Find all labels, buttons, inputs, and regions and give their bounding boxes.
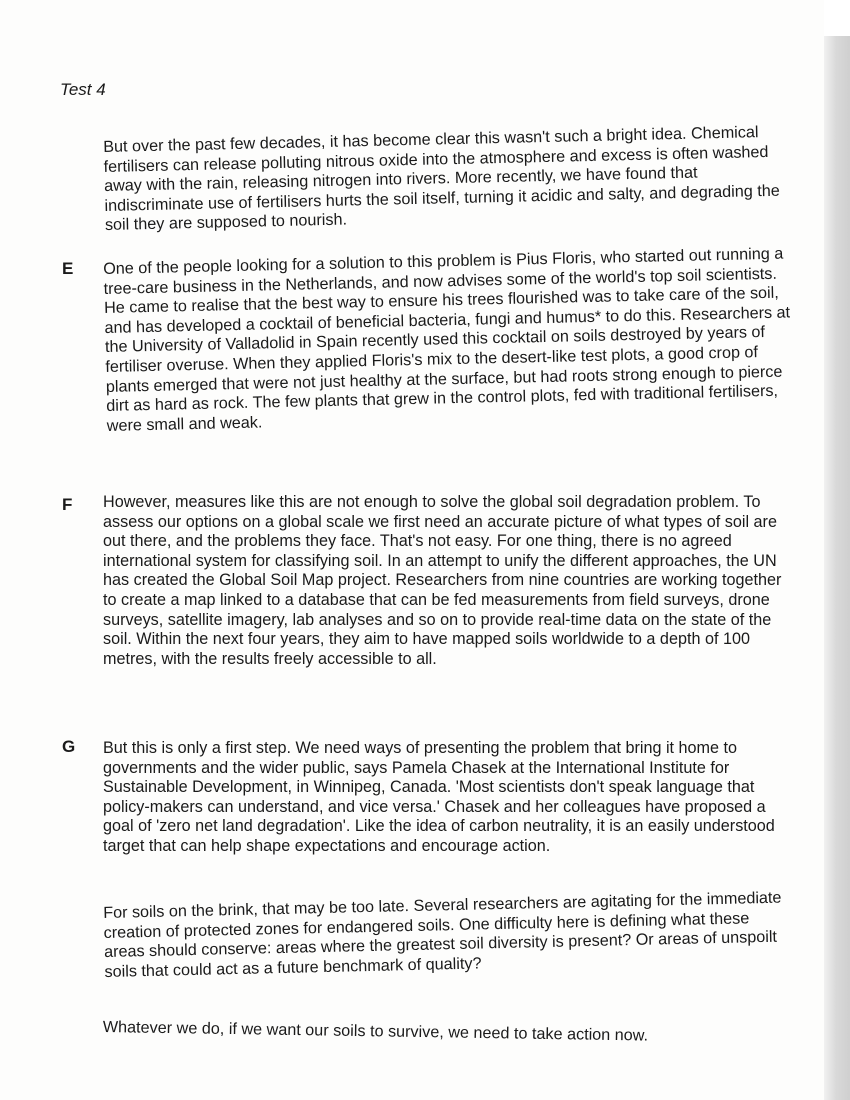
scan-shadow-edge: [824, 36, 850, 1100]
paragraph-closing: Whatever we do, if we want our soils to survive, we need to take action now.: [102, 1018, 649, 1045]
paragraph-e: One of the people looking for a solution to this problem is Pius Floris, who started out running a tree-care business in the Netherlands, and now advises some of the world's top soil scientists. He came to realise that the best way to ensure his trees flourished was to take care of the soil, and has developed a cocktail of beneficial bacteria, fungi and humus* to do this. Researchers at the University of Valladolid in Spain recently used this cocktail on soils destroyed by years of fertiliser overuse. When they applied Floris's mix to the desert-like test plots, a good crop of plants emerged that were not just healthy at the surface, but had roots strong enough to pierce dirt as hard as rock. The few plants that grew in the control plots, fed with traditional fertilisers, were small and weak.: [103, 244, 791, 435]
paragraph-f: However, measures like this are not enough to solve the global soil degradation problem. To assess our options on a global scale we first need an accurate picture of what types of soil are out there, and the problems they face. That's not easy. For one thing, there is no agreed international system for classifying soil. In an attempt to unify the different approaches, the UN has created the Global Soil Map project. Researchers from nine countries are working together to create a map linked to a database that can be fed measurements from field surveys, drone surveys, satellite imagery, lab analyses and so on to provide real-time data on the state of the soil. Within the next four years, they aim to have mapped soils worldwide to a depth of 100 metres, with the results freely accessible to all.: [103, 493, 782, 668]
paragraph-intro: But over the past few decades, it has become clear this wasn't such a bright idea. Chemical fertilisers can release polluting nitrous oxide into the atmosphere and excess is often washed away with the rain, releasing nitrogen into rivers. More recently, we have found that indiscriminate use of fertilisers hurts the soil itself, turning it acidic and salty, and degrading the soil they are supposed to nourish.: [103, 123, 780, 235]
section-label-g: G: [62, 737, 76, 756]
scan-edge-top: [824, 0, 850, 36]
page-header: Test 4: [60, 80, 106, 99]
section-label-e: E: [62, 259, 74, 278]
paragraph-g: But this is only a first step. We need ways of presenting the problem that bring it home to governments and the wider public, says Pamela Chasek at the International Institute for Sustainable Development, in Winnipeg, Canada. 'Most scientists don't speak language that policy-makers can understand, and vice versa.' Chasek and her colleagues have proposed a goal of 'zero net land degradation'. Like the idea of carbon neutrality, it is an easily understood target that can help shape expectations and encourage action.: [103, 739, 775, 855]
section-label-f: F: [62, 495, 73, 514]
paragraph-g-continued: For soils on the brink, that may be too late. Several researchers are agitating for the immediate creation of protected zones for endangered soils. One difficulty here is defining what these areas should conserve: areas where the greatest soil diversity is present? Or areas of unspoilt soils that could act as a future benchmark of quality?: [103, 888, 782, 981]
